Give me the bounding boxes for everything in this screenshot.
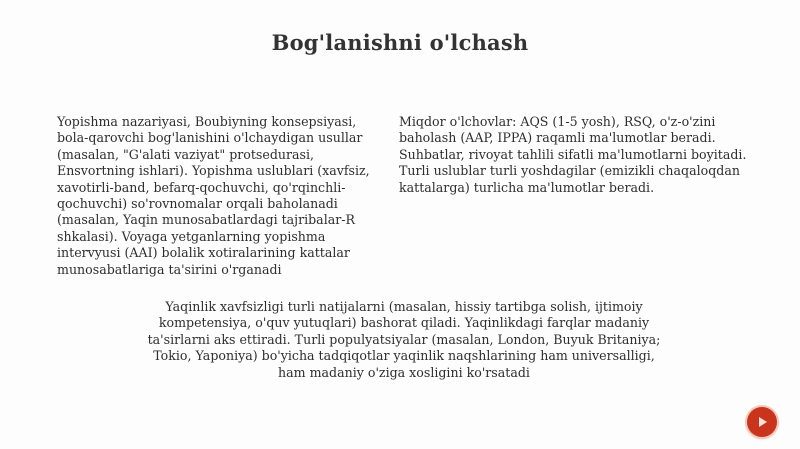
slide-title: Bog'lanishni o'lchash — [271, 30, 529, 55]
bottom-text-block: Yaqinlik xavfsizligi turli natijalarni (masalan, hissiy tartibga solish, ijtimoiy kompetensiya, o'quv yutuqlari) bashorat qiladi. Yaqinlikdagi farqlar madaniy ta'sirlarni aks ettiradi. Turli populyatsiyalar (masalan, London, Buyuk Britaniya; Tokio, Yaponiya) bo'yicha tadqiqotlar yaqinlik naqshlarining ham universalligi, ham madaniy o'ziga xosligini ko'rsatadi — [147, 299, 661, 380]
next-slide-button[interactable] — [747, 407, 777, 437]
play-arrow-icon — [755, 415, 769, 429]
right-text-block: Miqdor o'lchovlar: AQS (1-5 yosh), RSQ, o'z-o'zini baholash (AAP, IPPA) raqamli ma'lumotlar beradi. Suhbatlar, rivoyat tahlili sifatli ma'lumotlarni boyitadi. Turli uslublar turli yoshdagilar (emizikli chaqaloqdan kattalarga) turlicha ma'lumotlar beradi. — [399, 114, 747, 195]
left-text-block: Yopishma nazariyasi, Boubiyning konsepsiyasi, bola-qarovchi bog'lanishini o'lchaydigan usullar (masalan, "G'alati vaziyat" protsedurasi, Ensvortning ishlari). Yopishma uslublari (xavfsiz, xavotirli-band, befarq-qochuvchi, qo'rqinchli-qochuvchi) so'rovnomalar orqali baholanadi (masalan, Yaqin munosabatlardagi tajribalar-R shkalasi). Voyaga yetganlarning yopishma intervyusi (AAI) bolalik xotiralarining kattalar munosabatlariga ta'sirini o'rganadi — [57, 114, 370, 277]
